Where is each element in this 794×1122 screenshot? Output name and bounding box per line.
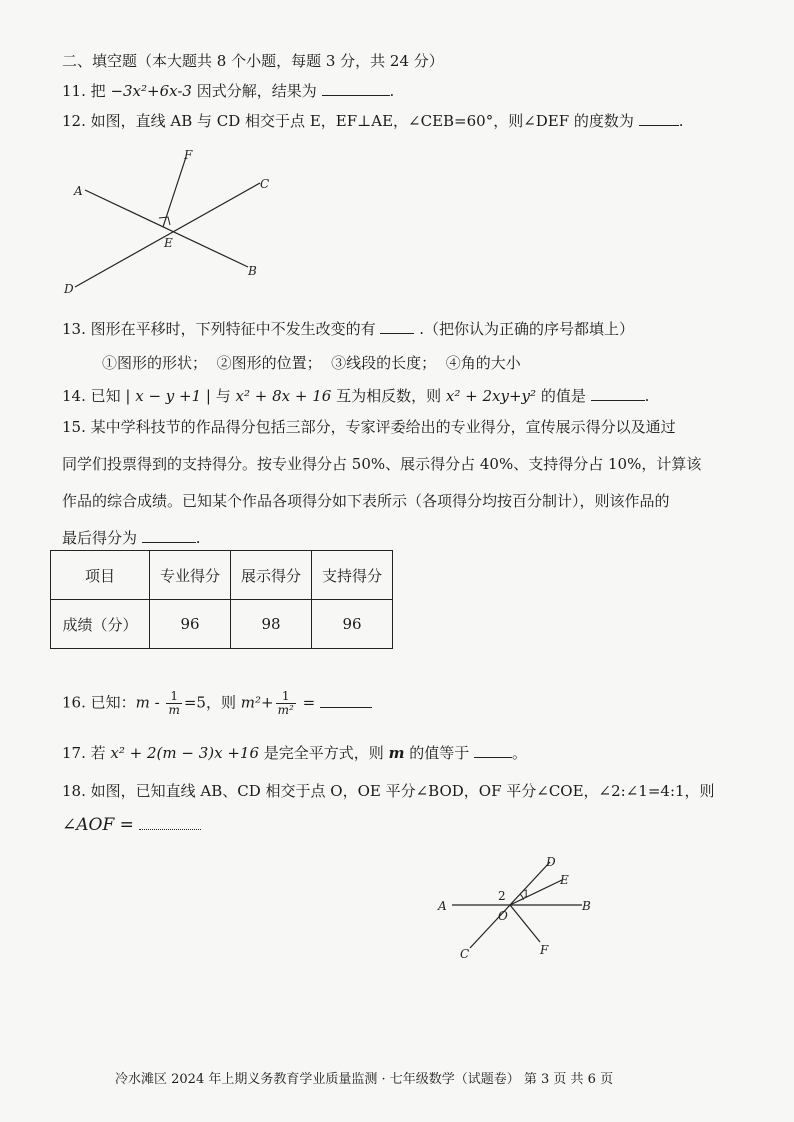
label-a: A — [438, 899, 447, 913]
q14-expression-b: x² + 8x + 16 — [235, 387, 332, 405]
table-cell: 98 — [231, 600, 312, 649]
score-table — [50, 550, 393, 649]
label-f: F — [184, 148, 193, 162]
label-angle-1: 1 — [523, 889, 530, 900]
question-18: 18. 如图，已知直线 AB、CD 相交于点 O，OE 平分∠BOD，OF 平分∠COE，∠2:∠1=4:1，则 — [62, 782, 715, 800]
label-c: C — [460, 947, 470, 961]
question-12: 12. 如图，直线 AB 与 CD 相交于点 E，EF⊥AE，∠CEB=60°，则∠DEF 的度数为 . — [62, 112, 684, 130]
q18-ask: ∠AOF = — [62, 815, 134, 835]
label-d: D — [64, 282, 74, 296]
q16-fraction-1 — [166, 690, 181, 717]
table-cell: 成绩（分） — [51, 600, 150, 649]
q14-text-d: 的值是 — [540, 387, 586, 405]
answer-blank-15[interactable] — [142, 528, 196, 543]
table-cell: 96 — [150, 600, 231, 649]
q16-equals: = — [302, 693, 316, 712]
page-footer: 冷水滩区 2024 年上期义务教育学业质量监测 · 七年级数学（试题卷） 第 3 页 共 6 页 — [115, 1072, 614, 1087]
table-cell: 96 — [312, 600, 393, 649]
q14-abs-expression: | x − y +1 | — [125, 387, 211, 405]
q12-text: 12. 如图，直线 AB 与 CD 相交于点 E，EF⊥AE，∠CEB=60°，则∠DEF 的度数为 — [62, 112, 634, 130]
q15-line-2: 同学们投票得到的支持得分。按专业得分占 50%、展示得分占 40%、支持得分占 10%，计算该 — [62, 455, 702, 473]
q13-text-after: .（把你认为正确的序号都填上） — [419, 320, 634, 338]
answer-blank-12[interactable] — [639, 111, 679, 126]
q17-text-c: 的值等于 — [409, 744, 470, 762]
table-header-cell: 支持得分 — [312, 551, 393, 600]
q15-line-1: 15. 某中学科技节的作品得分包括三部分，专家评委给出的专业得分，宣传展示得分以及通过 — [62, 418, 676, 436]
q15-line-4: 最后得分为 . — [62, 529, 201, 547]
q14-text-b: 与 — [215, 387, 231, 405]
answer-blank-13[interactable] — [380, 319, 414, 334]
answer-blank-17[interactable] — [474, 743, 512, 758]
answer-blank-14[interactable] — [591, 386, 645, 401]
q11-text-b: 因式分解，结果为 — [196, 82, 317, 100]
label-o: O — [498, 909, 508, 923]
question-17: 17. 若 x² + 2(m − 3)x +16 是完全平方式，则 m 的值等于 。 — [62, 744, 528, 762]
q16-fraction-1-den: m — [168, 703, 180, 717]
label-c: C — [260, 177, 270, 191]
q16-fraction-1-num: 1 — [166, 690, 181, 704]
q13-text: 13. 图形在平移时，下列特征中不发生改变的有 — [62, 320, 376, 338]
section-title: 二、填空题（本大题共 8 个小题，每题 3 分，共 24 分） — [62, 52, 444, 70]
q14-text-c: 互为相反数，则 — [336, 387, 442, 405]
q14-expression-c: x² + 2xy+y² — [445, 387, 537, 405]
q17-text-b: 是完全平方式，则 — [263, 744, 384, 762]
ray-of — [510, 905, 540, 942]
answer-blank-11[interactable] — [322, 81, 390, 96]
q13-option-2: ②图形的位置； — [216, 354, 322, 372]
q16-text-a: 16. 已知： — [62, 693, 136, 712]
q13-option-3: ③线段的长度； — [331, 354, 437, 372]
q11-expression: −3x²+6x-3 — [110, 82, 192, 100]
ray-ef — [163, 157, 186, 227]
label-f: F — [540, 943, 549, 957]
label-a: A — [74, 184, 83, 198]
question-13 — [62, 318, 634, 339]
line-ab — [85, 190, 248, 267]
label-e: E — [560, 873, 569, 887]
q18-figure — [430, 850, 620, 970]
question-11: 11. 把 −3x²+6x-3 因式分解，结果为 . — [62, 82, 395, 100]
q16-fraction-2-num: 1 — [276, 690, 296, 704]
q12-figure — [60, 145, 280, 300]
q15-line-3: 作品的综合成绩。已知某个作品各项得分如下表所示（各项得分均按百分制计），则该作品的 — [62, 492, 670, 510]
q17-m: m — [388, 744, 405, 762]
question-14: 14. 已知 | x − y +1 | 与 x² + 8x + 16 互为相反数，则 x² + 2xy+y² 的值是 . — [62, 387, 650, 405]
q16-fraction-2-den: m² — [277, 703, 294, 717]
q11-text-a: 把 — [90, 82, 106, 100]
table-header-cell: 展示得分 — [231, 551, 312, 600]
q14-text-a: 14. 已知 — [62, 387, 121, 405]
table-row — [51, 600, 393, 649]
q17-text-a: 17. 若 — [62, 744, 106, 762]
label-b: B — [248, 264, 257, 278]
question-18-ask — [62, 815, 201, 835]
table-header-cell: 项目 — [51, 551, 150, 600]
table-header-row — [51, 551, 393, 600]
q15-last-line: 最后得分为 — [62, 529, 138, 547]
q16-text-b: =5，则 — [183, 693, 236, 712]
q11-number: 11. — [62, 82, 86, 100]
question-16 — [62, 690, 372, 717]
q13-option-4: ④角的大小 — [445, 354, 521, 372]
answer-blank-16[interactable] — [320, 693, 372, 708]
answer-blank-18[interactable] — [139, 815, 201, 830]
q13-option-1: ①图形的形状； — [102, 354, 208, 372]
label-d: D — [546, 855, 556, 869]
label-angle-2: 2 — [498, 889, 506, 903]
q13-options — [102, 352, 521, 373]
label-e: E — [164, 236, 173, 250]
q16-m-squared: m²+ — [240, 693, 274, 712]
label-b: B — [582, 899, 591, 913]
q16-fraction-2 — [276, 690, 296, 717]
q16-m: m — [135, 693, 150, 712]
ray-oe — [510, 880, 562, 905]
q16-minus: - — [149, 693, 165, 712]
table-header-cell: 专业得分 — [150, 551, 231, 600]
q17-expression: x² + 2(m − 3)x +16 — [110, 744, 259, 762]
